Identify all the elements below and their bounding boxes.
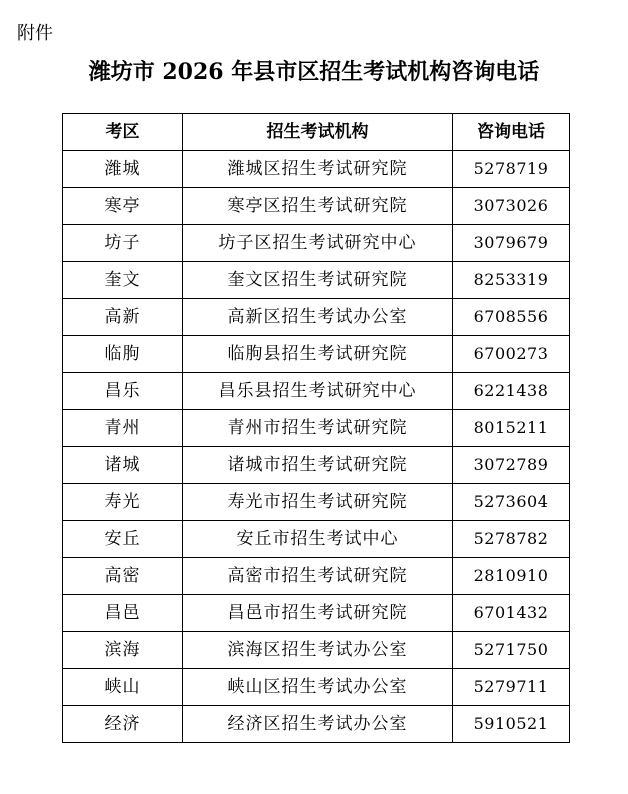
phone-cell: 3079679 <box>453 225 570 262</box>
phone-cell: 3072789 <box>453 447 570 484</box>
district-cell: 青州 <box>63 410 183 447</box>
table-row <box>63 188 570 225</box>
table-row <box>63 299 570 336</box>
header-district: 考区 <box>63 114 183 151</box>
header-organization: 招生考试机构 <box>183 114 453 151</box>
table-row <box>63 225 570 262</box>
phone-cell: 3073026 <box>453 188 570 225</box>
district-cell: 寿光 <box>63 484 183 521</box>
contact-table <box>62 113 570 743</box>
phone-cell: 6700273 <box>453 336 570 373</box>
organization-cell: 峡山区招生考试办公室 <box>183 669 453 706</box>
table-row <box>63 706 570 743</box>
organization-cell: 昌邑市招生考试研究院 <box>183 595 453 632</box>
phone-cell: 5279711 <box>453 669 570 706</box>
phone-cell: 6221438 <box>453 373 570 410</box>
phone-cell: 5910521 <box>453 706 570 743</box>
district-cell: 安丘 <box>63 521 183 558</box>
district-cell: 高新 <box>63 299 183 336</box>
table-row <box>63 262 570 299</box>
district-cell: 奎文 <box>63 262 183 299</box>
district-cell: 寒亭 <box>63 188 183 225</box>
district-cell: 临朐 <box>63 336 183 373</box>
table-row <box>63 410 570 447</box>
phone-cell: 8253319 <box>453 262 570 299</box>
table-row <box>63 151 570 188</box>
district-cell: 潍城 <box>63 151 183 188</box>
phone-cell: 5271750 <box>453 632 570 669</box>
document-title: 潍坊市 2026 年县市区招生考试机构咨询电话 <box>88 59 540 85</box>
district-cell: 峡山 <box>63 669 183 706</box>
phone-cell: 8015211 <box>453 410 570 447</box>
table-row <box>63 558 570 595</box>
organization-cell: 安丘市招生考试中心 <box>183 521 453 558</box>
organization-cell: 临朐县招生考试研究院 <box>183 336 453 373</box>
district-cell: 坊子 <box>63 225 183 262</box>
district-cell: 滨海 <box>63 632 183 669</box>
organization-cell: 寿光市招生考试研究院 <box>183 484 453 521</box>
district-cell: 经济 <box>63 706 183 743</box>
organization-cell: 高密市招生考试研究院 <box>183 558 453 595</box>
table-row <box>63 521 570 558</box>
phone-cell: 5278782 <box>453 521 570 558</box>
district-cell: 昌乐 <box>63 373 183 410</box>
table-row <box>63 447 570 484</box>
organization-cell: 经济区招生考试办公室 <box>183 706 453 743</box>
organization-cell: 昌乐县招生考试研究中心 <box>183 373 453 410</box>
phone-cell: 5278719 <box>453 151 570 188</box>
phone-cell: 6708556 <box>453 299 570 336</box>
organization-cell: 滨海区招生考试办公室 <box>183 632 453 669</box>
attachment-label: 附件 <box>17 23 53 44</box>
table-row <box>63 373 570 410</box>
district-cell: 昌邑 <box>63 595 183 632</box>
phone-cell: 2810910 <box>453 558 570 595</box>
organization-cell: 诸城市招生考试研究院 <box>183 447 453 484</box>
organization-cell: 潍城区招生考试研究院 <box>183 151 453 188</box>
table-row <box>63 669 570 706</box>
table-row <box>63 632 570 669</box>
organization-cell: 坊子区招生考试研究中心 <box>183 225 453 262</box>
phone-cell: 5273604 <box>453 484 570 521</box>
table-header-row <box>63 114 570 151</box>
organization-cell: 青州市招生考试研究院 <box>183 410 453 447</box>
district-cell: 诸城 <box>63 447 183 484</box>
organization-cell: 奎文区招生考试研究院 <box>183 262 453 299</box>
organization-cell: 高新区招生考试办公室 <box>183 299 453 336</box>
district-cell: 高密 <box>63 558 183 595</box>
table-row <box>63 336 570 373</box>
table-row <box>63 484 570 521</box>
table-row <box>63 595 570 632</box>
phone-cell: 6701432 <box>453 595 570 632</box>
organization-cell: 寒亭区招生考试研究院 <box>183 188 453 225</box>
header-phone: 咨询电话 <box>453 114 570 151</box>
